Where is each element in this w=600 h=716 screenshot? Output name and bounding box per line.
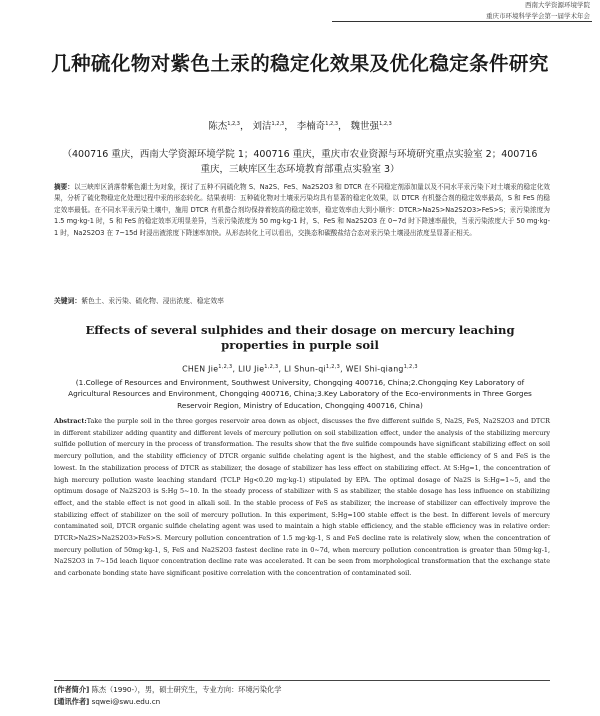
footnote-corresponding xyxy=(54,696,550,708)
abstract-en-text: Take the purple soil in the three gorges reservoir area down as object, discusses the five different sulfide S, Na2S, FeS, Na2S2O3 and DTCR in different stabilizer adding quantity and different levels of mercury pollution on soil stabilization effect, under the analysis of the stabilizing mercury sulfide pollution of mercury in the process of transformation. The results show that the five sulfide compounds have significant stabilizing effect on soil mercury pollution, and the stability efficiency of DTCR organic sulfide chelating agent is the highest, and the stable efficiency of S and FeS is the lowest. In the stabilization process of DTCR as stabilizer, the dosage of stabilizer has less effect on stabilizing effect. At S:Hg=1, the concentration of high mercury pollution waste leaching standard (TCLP Hg<0.20 mg·kg-1) stipulated by EPA. The optimal dosage of Na2S is S:Hg=1~5, and the optimum dosage of Na2S2O3 is S:Hg 5~10. In the steady process of stabilizer with S as stabilizer, the stable dosage has less influence on stabilizing effect, and the stable effect is not good in alkali soil. In the stable process of FeS as stabilizer, the increase of stabilizer can effectively improve the stabilizing effect of stabilizer on the soil of mercury pollution. In this experiment, S:Hg=100 stable effect is the best. In different levels of mercury contaminated soil, DTCR organic sulfide chelating agent was used to maintain a high stable efficiency, and the stable efficiency was in relative order: DTCR>Na2S>Na2S2O3>FeS>S. Mercury pollution concentration of 1.5 mg·kg-1, S and FeS decline rate is relatively slow, when the concentration of mercury pollution of 50mg·kg-1, S, FeS and Na2S2O3 fastest decline rate in 0~7d, when mercury pollution concentration is greater than 50mg·kg-1, Na2S2O3 in 7~15d leach liquor concentration decline rate was accelerated. It can be seen from morphological transformation that the exchange state and carbonate bonding state have significant positive correlation with the concentration of contaminated soil. xyxy=(54,417,550,578)
author-en-1-sup: 1,2,3 xyxy=(218,364,233,370)
author-4-sup: 1,2,3 xyxy=(379,121,392,127)
abstract-cn-text: 以三峡库区消落带紫色潮土为对象，探讨了五种不同硫化物 S、Na2S、FeS、Na2S2O3 和 DTCR 在不同稳定剂添加量以及不同水平汞污染下对土壤汞的稳定化效果，分析了硫化物稳定化处理过程中汞的形态转化。结果表明：五种硫化物对土壤汞污染均具有显著的稳定化效果，以 DTCR 有机螯合剂的稳定效率最高，S 和 FeS 的稳定效率最低。在不同水平汞污染土壤中，施用 DTCR 有机螯合剂均保持着较高的稳定效率，稳定效率由大到小顺序：DTCR>Na2S>Na2S2O3>FeS>S；汞污染浓度为 1.5 mg·kg-1 时，S 和 FeS 的稳定效率无明显差异，当汞污染浓度为 50 mg·kg-1 时，S、FeS 和 Na2S2O3 在 0~7d 时下降速率最快，当汞污染浓度大于 50 mg·kg-1 时，Na2S2O3 在 7~15d 时浸出液浓度下降速率加快。从形态转化上可以看出，交换态和碳酸盐结合态对汞污染土壤浸出浓度呈显著正相关。 xyxy=(54,183,551,237)
running-header-line1: 西南大学资源环境学院 xyxy=(525,1,590,9)
abstract-english xyxy=(54,416,550,580)
author-3: 李楠奇 xyxy=(296,121,326,133)
header-rule xyxy=(332,21,592,22)
keywords-cn-label: 关键词： xyxy=(54,297,82,305)
keywords-chinese xyxy=(54,296,550,307)
author-en-1: CHEN Jie xyxy=(182,364,219,374)
footnote-author-text: 陈杰（1990-），男，硕士研究生，专业方向：环境污染化学 xyxy=(91,685,282,694)
author-en-4: WEI Shi-qiang xyxy=(345,364,404,374)
footnote-corr-email[interactable]: sqwei@swu.edu.cn xyxy=(91,696,161,706)
title-english: Effects of several sulphides and their dosage on mercury leaching properties in purple soil xyxy=(85,323,515,352)
author-en-2-sup: 1,2,3 xyxy=(264,364,279,370)
footnote xyxy=(54,684,550,707)
footnote-rule xyxy=(54,680,550,681)
running-header xyxy=(486,0,590,22)
author-1: 陈杰 xyxy=(208,121,228,133)
affiliation-chinese: （400716 重庆，西南大学资源环境学院 1；400716 重庆，重庆市农业资源与环境研究重点实验室 2；400716 重庆，三峡库区生态环境教育部重点实验室 3） xyxy=(62,149,538,175)
affiliation-english: (1.College of Resources and Environment, Southwest University, Chongqing 400716, China;2.Chongqing Key Laboratory of Agricultural Resources and Environment, Chongqing 400716, China;3.Key Laboratory of the Eco-environments in Three Gorges Reservoir Region, Ministry of Education, Chongqing 400716, China) xyxy=(68,378,532,410)
author-2: 刘洁 xyxy=(252,121,272,133)
author-en-3-sup: 1,2,3 xyxy=(325,364,341,370)
abstract-en-label: Abstract: xyxy=(54,417,87,425)
title-chinese: 几种硫化物对紫色土汞的稳定化效果及优化稳定条件研究 xyxy=(51,52,549,75)
author-4: 魏世强 xyxy=(350,121,380,133)
running-header-line2: 重庆市环境科学学会第一届学术年会 xyxy=(486,12,590,20)
author-2-sup: 1,2,3 xyxy=(271,121,285,127)
author-3-sup: 1,2,3 xyxy=(325,121,339,127)
abstract-cn-label: 摘要： xyxy=(54,183,74,191)
author-en-2: LIU Jie xyxy=(238,364,265,374)
authors-chinese: 陈杰$^{1,2,3}$， 刘洁$^{1,2,3}$， 李楠奇$^{1,2,3}$， 魏世强$^{1,2,3}$ xyxy=(208,121,392,133)
author-en-4-sup: 1,2,3 xyxy=(403,364,418,370)
authors-english: CHEN Jie$^{1,2,3}$, LIU Jie$^{1,2,3}$, LI Shun-qi$^{1,2,3}$, WEI Shi-qiang$^{1,2,3}$ xyxy=(182,364,418,374)
author-en-3: LI Shun-qi xyxy=(284,364,326,374)
keywords-cn-text: 紫色土、汞污染、硫化物、浸出浓度、稳定效率 xyxy=(81,297,224,305)
footnote-author xyxy=(54,684,550,696)
footnote-corr-label: [通讯作者] xyxy=(54,696,90,706)
abstract-chinese xyxy=(54,182,550,239)
author-1-sup: 1,2,3 xyxy=(227,121,240,127)
footnote-author-label: [作者简介] xyxy=(54,685,90,694)
